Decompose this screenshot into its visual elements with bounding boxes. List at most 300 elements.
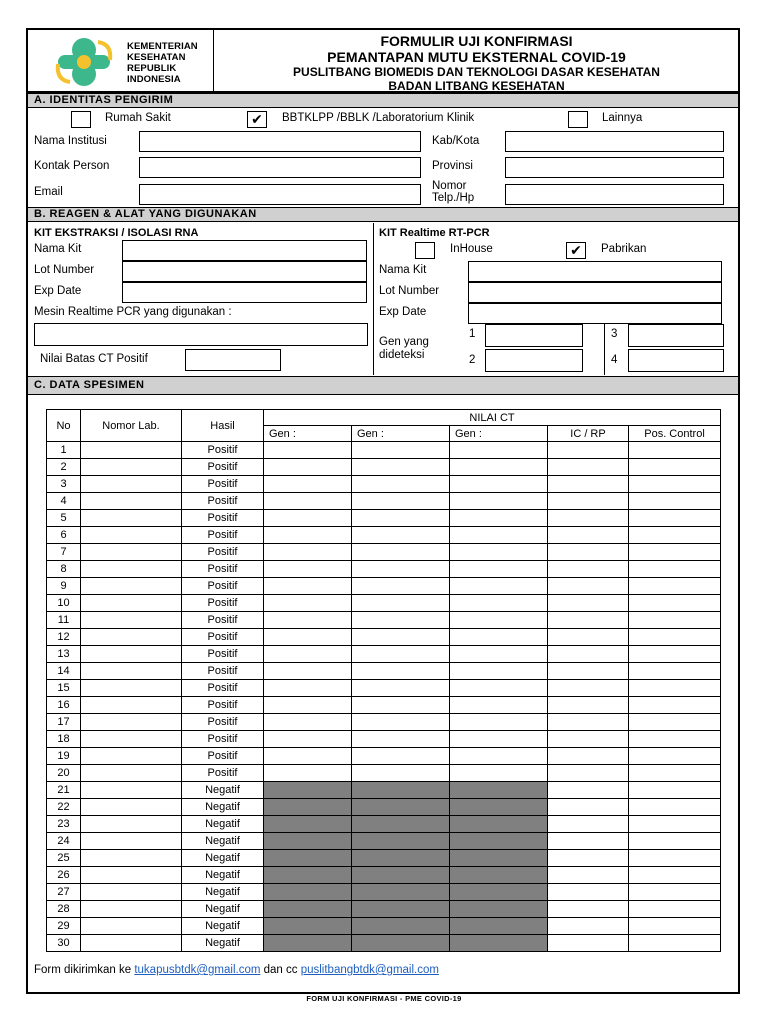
hasil-cell: Positif — [182, 510, 264, 527]
row-number: 25 — [47, 850, 81, 867]
gen-ct-cell — [450, 935, 548, 952]
gen-ct-cell[interactable] — [450, 527, 548, 544]
gen-ct-cell[interactable] — [450, 493, 548, 510]
nomor-lab-cell[interactable] — [81, 544, 182, 561]
pos-control-cell[interactable] — [629, 459, 721, 476]
nama-institusi-input[interactable] — [139, 131, 421, 152]
ic-rp-cell[interactable] — [548, 901, 629, 918]
ic-rp-cell[interactable] — [548, 935, 629, 952]
pos-control-cell[interactable] — [629, 612, 721, 629]
table-row — [47, 816, 721, 833]
pos-control-cell[interactable] — [629, 493, 721, 510]
row-number: 29 — [47, 918, 81, 935]
pos-control-cell[interactable] — [629, 799, 721, 816]
ic-rp-cell[interactable] — [548, 476, 629, 493]
checkbox-lainnya[interactable] — [568, 111, 588, 128]
section-b-header: B. REAGEN & ALAT YANG DIGUNAKAN — [28, 207, 738, 222]
gen-ct-cell[interactable] — [352, 442, 450, 459]
ic-rp-cell[interactable] — [548, 714, 629, 731]
table-row — [47, 544, 721, 561]
table-row — [47, 663, 721, 680]
ic-rp-cell[interactable] — [548, 510, 629, 527]
hasil-cell: Positif — [182, 765, 264, 782]
nomor-lab-cell[interactable] — [81, 663, 182, 680]
pos-control-cell[interactable] — [629, 714, 721, 731]
hasil-cell: Positif — [182, 714, 264, 731]
gen-3-input[interactable] — [628, 324, 724, 347]
form-titles — [215, 30, 738, 93]
checkbox-bbtklpp[interactable]: ✔ — [247, 111, 267, 128]
agency-name: BADAN LITBANG KESEHATAN — [388, 79, 565, 93]
pos-control-cell[interactable] — [629, 816, 721, 833]
ct-positif-input[interactable] — [185, 349, 281, 371]
table-row — [47, 714, 721, 731]
pos-control-cell[interactable] — [629, 850, 721, 867]
table-row — [47, 459, 721, 476]
pos-control-cell[interactable] — [629, 782, 721, 799]
hasil-cell: Negatif — [182, 901, 264, 918]
row-number: 23 — [47, 816, 81, 833]
row-number: 30 — [47, 935, 81, 952]
hasil-cell: Negatif — [182, 816, 264, 833]
nomor-lab-cell[interactable] — [81, 612, 182, 629]
pos-control-cell[interactable] — [629, 748, 721, 765]
field-label: Lot Number — [379, 285, 440, 297]
ct-positif-label: Nilai Batas CT Positif — [40, 353, 148, 365]
pos-control-cell[interactable] — [629, 884, 721, 901]
col-header-pos-control: Pos. Control — [629, 426, 721, 442]
nomor-lab-cell[interactable] — [81, 731, 182, 748]
email-link-cc[interactable]: puslitbangbtdk@gmail.com — [300, 964, 439, 976]
pos-control-cell[interactable] — [629, 697, 721, 714]
email-input[interactable] — [139, 184, 421, 205]
pos-control-cell[interactable] — [629, 918, 721, 935]
nomor-lab-cell[interactable] — [81, 816, 182, 833]
ministry-logo — [28, 30, 214, 93]
table-row — [47, 595, 721, 612]
hasil-cell: Positif — [182, 561, 264, 578]
hasil-cell: Positif — [182, 748, 264, 765]
ic-rp-cell[interactable] — [548, 799, 629, 816]
hasil-cell: Positif — [182, 578, 264, 595]
row-number: 28 — [47, 901, 81, 918]
pos-control-cell[interactable] — [629, 935, 721, 952]
gen-ct-cell[interactable] — [450, 697, 548, 714]
gen-ct-cell[interactable] — [264, 561, 352, 578]
field-label: Nama Kit — [379, 264, 427, 276]
pos-control-cell[interactable] — [629, 595, 721, 612]
rtpcr-exp-date-input[interactable] — [468, 303, 722, 324]
nomor-lab-cell[interactable] — [81, 510, 182, 527]
table-row — [47, 833, 721, 850]
gen-ct-cell[interactable] — [450, 714, 548, 731]
institution-name: PUSLITBANG BIOMEDIS DAN TEKNOLOGI DASAR KESEHATAN — [293, 65, 660, 79]
gen-ct-cell — [264, 782, 352, 799]
gen-ct-cell[interactable] — [264, 476, 352, 493]
nomor-lab-cell[interactable] — [81, 578, 182, 595]
ic-rp-cell[interactable] — [548, 748, 629, 765]
gen-ct-cell[interactable] — [352, 459, 450, 476]
gen-ct-cell — [264, 799, 352, 816]
gen-ct-cell[interactable] — [264, 680, 352, 697]
hasil-cell: Positif — [182, 527, 264, 544]
gen-ct-cell — [450, 918, 548, 935]
gen-ct-cell[interactable] — [352, 612, 450, 629]
gen-ct-cell[interactable] — [264, 646, 352, 663]
table-row — [47, 612, 721, 629]
checkbox-rumah-sakit[interactable] — [71, 111, 91, 128]
option-label: Rumah Sakit — [105, 112, 171, 124]
table-row — [47, 697, 721, 714]
gen-ct-cell — [264, 918, 352, 935]
table-row — [47, 748, 721, 765]
gen-ct-cell[interactable] — [264, 663, 352, 680]
ekstraksi-nama-kit-input[interactable] — [122, 240, 367, 261]
nomor-lab-cell[interactable] — [81, 493, 182, 510]
col-header-gen: Gen : — [352, 426, 450, 442]
logo-line: REPUBLIK — [127, 63, 177, 74]
ic-rp-cell[interactable] — [548, 833, 629, 850]
table-row — [47, 442, 721, 459]
field-label: Email — [34, 186, 63, 198]
table-row — [47, 850, 721, 867]
gen-ct-cell[interactable] — [264, 527, 352, 544]
gen-2-input[interactable] — [485, 349, 583, 372]
pos-control-cell[interactable] — [629, 578, 721, 595]
row-number: 16 — [47, 697, 81, 714]
nomor-lab-cell[interactable] — [81, 697, 182, 714]
ic-rp-cell[interactable] — [548, 850, 629, 867]
checkbox-pabrikan[interactable]: ✔ — [566, 242, 586, 259]
gen-ct-cell[interactable] — [450, 544, 548, 561]
gen-ct-cell[interactable] — [352, 527, 450, 544]
gen-ct-cell[interactable] — [264, 748, 352, 765]
option-label: Lainnya — [602, 112, 643, 124]
row-number: 1 — [47, 442, 81, 459]
row-number: 13 — [47, 646, 81, 663]
pos-control-cell[interactable] — [629, 765, 721, 782]
ic-rp-cell[interactable] — [548, 731, 629, 748]
gen-ct-cell[interactable] — [264, 595, 352, 612]
nomor-lab-cell[interactable] — [81, 459, 182, 476]
ic-rp-cell[interactable] — [548, 629, 629, 646]
gen-ct-cell[interactable] — [450, 663, 548, 680]
pos-control-cell[interactable] — [629, 442, 721, 459]
gen-ct-cell — [352, 799, 450, 816]
hasil-cell: Negatif — [182, 935, 264, 952]
row-number: 8 — [47, 561, 81, 578]
row-number: 24 — [47, 833, 81, 850]
gen-ct-cell[interactable] — [264, 629, 352, 646]
nomor-lab-cell[interactable] — [81, 680, 182, 697]
hasil-cell: Negatif — [182, 833, 264, 850]
gen-number: 4 — [611, 354, 618, 366]
table-row — [47, 884, 721, 901]
gen-ct-cell[interactable] — [264, 459, 352, 476]
hasil-cell: Positif — [182, 697, 264, 714]
nomor-lab-cell[interactable] — [81, 850, 182, 867]
gen-ct-cell[interactable] — [450, 748, 548, 765]
gen-ct-cell — [450, 816, 548, 833]
field-label: Provinsi — [432, 160, 473, 172]
hasil-cell: Positif — [182, 459, 264, 476]
gen-ct-cell[interactable] — [450, 731, 548, 748]
gen-ct-cell — [352, 901, 450, 918]
checkbox-inhouse[interactable] — [415, 242, 435, 259]
gen-ct-cell[interactable] — [352, 748, 450, 765]
row-number: 21 — [47, 782, 81, 799]
table-row — [47, 731, 721, 748]
nomor-lab-cell[interactable] — [81, 884, 182, 901]
gen-ct-cell[interactable] — [450, 578, 548, 595]
table-row — [47, 476, 721, 493]
ic-rp-cell[interactable] — [548, 918, 629, 935]
gen-ct-cell[interactable] — [352, 697, 450, 714]
ic-rp-cell[interactable] — [548, 527, 629, 544]
table-row — [47, 646, 721, 663]
ic-rp-cell[interactable] — [548, 680, 629, 697]
gen-ct-cell[interactable] — [450, 680, 548, 697]
pos-control-cell[interactable] — [629, 476, 721, 493]
gen-4-input[interactable] — [628, 349, 724, 372]
gen-ct-cell[interactable] — [264, 731, 352, 748]
gen-ct-cell[interactable] — [264, 442, 352, 459]
nomor-lab-cell[interactable] — [81, 714, 182, 731]
row-number: 27 — [47, 884, 81, 901]
form-frame — [26, 28, 740, 994]
nomor-lab-cell[interactable] — [81, 476, 182, 493]
ic-rp-cell[interactable] — [548, 578, 629, 595]
gen-ct-cell[interactable] — [352, 476, 450, 493]
nomor-lab-cell[interactable] — [81, 833, 182, 850]
gen-ct-cell[interactable] — [450, 646, 548, 663]
hasil-cell: Positif — [182, 442, 264, 459]
pos-control-cell[interactable] — [629, 544, 721, 561]
ic-rp-cell[interactable] — [548, 646, 629, 663]
gen-ct-cell[interactable] — [352, 510, 450, 527]
ic-rp-cell[interactable] — [548, 612, 629, 629]
pos-control-cell[interactable] — [629, 629, 721, 646]
gen-ct-cell — [450, 782, 548, 799]
hasil-cell: Positif — [182, 663, 264, 680]
pos-control-cell[interactable] — [629, 901, 721, 918]
kontak-person-input[interactable] — [139, 157, 421, 178]
nomor-lab-cell[interactable] — [81, 646, 182, 663]
pos-control-cell[interactable] — [629, 646, 721, 663]
col-header-nilai-ct: NILAI CT — [264, 410, 721, 426]
pos-control-cell[interactable] — [629, 731, 721, 748]
ic-rp-cell[interactable] — [548, 442, 629, 459]
form-header — [28, 30, 738, 93]
form-title: FORMULIR UJI KONFIRMASI — [380, 33, 573, 49]
gen-ct-cell[interactable] — [450, 561, 548, 578]
gen-ct-cell — [352, 867, 450, 884]
gen-ct-cell[interactable] — [264, 697, 352, 714]
gen-ct-cell — [352, 918, 450, 935]
row-number: 11 — [47, 612, 81, 629]
gen-ct-cell — [352, 833, 450, 850]
gen-ct-cell[interactable] — [264, 544, 352, 561]
note-middle: dan cc — [260, 964, 301, 976]
mesin-pcr-label: Mesin Realtime PCR yang digunakan : — [34, 306, 232, 318]
gen-ct-cell — [352, 816, 450, 833]
gen-ct-cell[interactable] — [450, 765, 548, 782]
col-header-nomor-lab: Nomor Lab. — [81, 410, 182, 442]
gen-ct-cell[interactable] — [352, 595, 450, 612]
pos-control-cell[interactable] — [629, 867, 721, 884]
mesin-pcr-input[interactable] — [34, 323, 368, 346]
row-number: 3 — [47, 476, 81, 493]
kit-ekstraksi-title: KIT EKSTRAKSI / ISOLASI RNA — [34, 227, 199, 239]
gen-label-line: Gen yang — [379, 336, 429, 348]
nomor-lab-cell[interactable] — [81, 748, 182, 765]
note-prefix: Form dikirimkan ke — [34, 964, 135, 976]
gen-ct-cell — [264, 884, 352, 901]
pos-control-cell[interactable] — [629, 680, 721, 697]
gen-ct-cell[interactable] — [264, 612, 352, 629]
gen-number: 1 — [469, 328, 476, 340]
nomor-lab-cell[interactable] — [81, 595, 182, 612]
nomor-lab-cell[interactable] — [81, 442, 182, 459]
nomor-lab-cell[interactable] — [81, 527, 182, 544]
col-header-no: No — [47, 410, 81, 442]
kab-kota-input[interactable] — [505, 131, 724, 152]
provinsi-input[interactable] — [505, 157, 724, 178]
gen-ct-cell[interactable] — [352, 663, 450, 680]
gen-ct-cell — [264, 867, 352, 884]
gen-ct-cell[interactable] — [450, 476, 548, 493]
gen-ct-cell[interactable] — [352, 578, 450, 595]
hasil-cell: Negatif — [182, 884, 264, 901]
nomor-lab-cell[interactable] — [81, 901, 182, 918]
ic-rp-cell[interactable] — [548, 782, 629, 799]
ic-rp-cell[interactable] — [548, 867, 629, 884]
ic-rp-cell[interactable] — [548, 459, 629, 476]
pos-control-cell[interactable] — [629, 663, 721, 680]
gen-ct-cell — [352, 782, 450, 799]
gen-label-line: dideteksi — [379, 349, 425, 361]
row-number: 14 — [47, 663, 81, 680]
gen-ct-cell — [450, 867, 548, 884]
nomor-telp-input[interactable] — [505, 184, 724, 205]
ic-rp-cell[interactable] — [548, 765, 629, 782]
ic-rp-cell[interactable] — [548, 663, 629, 680]
gen-ct-cell[interactable] — [352, 765, 450, 782]
hasil-cell: Positif — [182, 646, 264, 663]
gen-ct-cell[interactable] — [264, 510, 352, 527]
gen-ct-cell[interactable] — [264, 765, 352, 782]
table-row — [47, 561, 721, 578]
rtpcr-nama-kit-input[interactable] — [468, 261, 722, 282]
table-row — [47, 680, 721, 697]
gen-ct-cell[interactable] — [352, 714, 450, 731]
gen-ct-cell — [352, 935, 450, 952]
nomor-lab-cell[interactable] — [81, 867, 182, 884]
ic-rp-cell[interactable] — [548, 561, 629, 578]
hasil-cell: Positif — [182, 493, 264, 510]
pos-control-cell[interactable] — [629, 510, 721, 527]
pos-control-cell[interactable] — [629, 561, 721, 578]
nomor-lab-cell[interactable] — [81, 782, 182, 799]
hasil-cell: Positif — [182, 612, 264, 629]
gen-ct-cell[interactable] — [450, 595, 548, 612]
ic-rp-cell[interactable] — [548, 595, 629, 612]
field-label: Kontak Person — [34, 160, 110, 172]
email-link-primary[interactable]: tukapusbtdk@gmail.com — [134, 964, 261, 976]
gen-ct-cell[interactable] — [450, 459, 548, 476]
gen-ct-cell[interactable] — [450, 612, 548, 629]
nomor-lab-cell[interactable] — [81, 935, 182, 952]
ic-rp-cell[interactable] — [548, 816, 629, 833]
nomor-lab-cell[interactable] — [81, 561, 182, 578]
ic-rp-cell[interactable] — [548, 493, 629, 510]
gen-ct-cell[interactable] — [352, 561, 450, 578]
gen-ct-cell[interactable] — [352, 544, 450, 561]
nomor-lab-cell[interactable] — [81, 629, 182, 646]
ic-rp-cell[interactable] — [548, 544, 629, 561]
nomor-lab-cell[interactable] — [81, 918, 182, 935]
table-row — [47, 935, 721, 952]
gen-ct-cell[interactable] — [352, 493, 450, 510]
field-label: Exp Date — [34, 285, 82, 297]
hasil-cell: Positif — [182, 680, 264, 697]
gen-1-input[interactable] — [485, 324, 583, 347]
gen-ct-cell — [264, 816, 352, 833]
kemenkes-logo-icon — [46, 34, 122, 90]
table-row — [47, 510, 721, 527]
hasil-cell: Positif — [182, 476, 264, 493]
ic-rp-cell[interactable] — [548, 884, 629, 901]
logo-line: INDONESIA — [127, 74, 181, 85]
nomor-lab-cell[interactable] — [81, 799, 182, 816]
gen-ct-cell[interactable] — [450, 442, 548, 459]
section-a-header: A. IDENTITAS PENGIRIM — [28, 93, 738, 108]
gen-ct-cell[interactable] — [352, 680, 450, 697]
ekstraksi-exp-date-input[interactable] — [122, 282, 367, 303]
logo-line: KEMENTERIAN — [127, 41, 198, 52]
gen-ct-cell[interactable] — [352, 629, 450, 646]
submission-note — [34, 964, 439, 976]
gen-ct-cell[interactable] — [264, 578, 352, 595]
nomor-lab-cell[interactable] — [81, 765, 182, 782]
rtpcr-lot-number-input[interactable] — [468, 282, 722, 303]
section-c-header: C. DATA SPESIMEN — [28, 376, 738, 395]
pos-control-cell[interactable] — [629, 527, 721, 544]
ic-rp-cell[interactable] — [548, 697, 629, 714]
field-label: Lot Number — [34, 264, 95, 276]
gen-ct-cell[interactable] — [264, 493, 352, 510]
gen-ct-cell[interactable] — [352, 731, 450, 748]
row-number: 26 — [47, 867, 81, 884]
field-label: Nama Kit — [34, 243, 82, 255]
pos-control-cell[interactable] — [629, 833, 721, 850]
row-number: 6 — [47, 527, 81, 544]
table-row — [47, 799, 721, 816]
col-header-gen: Gen : — [450, 426, 548, 442]
option-label: BBTKLPP /BBLK /Laboratorium Klinik — [282, 112, 475, 124]
gen-ct-cell — [450, 850, 548, 867]
gen-ct-cell[interactable] — [264, 714, 352, 731]
row-number: 9 — [47, 578, 81, 595]
gen-ct-cell[interactable] — [450, 629, 548, 646]
gen-ct-cell — [264, 901, 352, 918]
page-footer: FORM UJI KONFIRMASI - PME COVID-19 — [306, 994, 462, 1003]
gen-ct-cell[interactable] — [352, 646, 450, 663]
ekstraksi-lot-number-input[interactable] — [122, 261, 367, 282]
gen-ct-cell[interactable] — [450, 510, 548, 527]
row-number: 17 — [47, 714, 81, 731]
specimen-table — [46, 409, 721, 952]
